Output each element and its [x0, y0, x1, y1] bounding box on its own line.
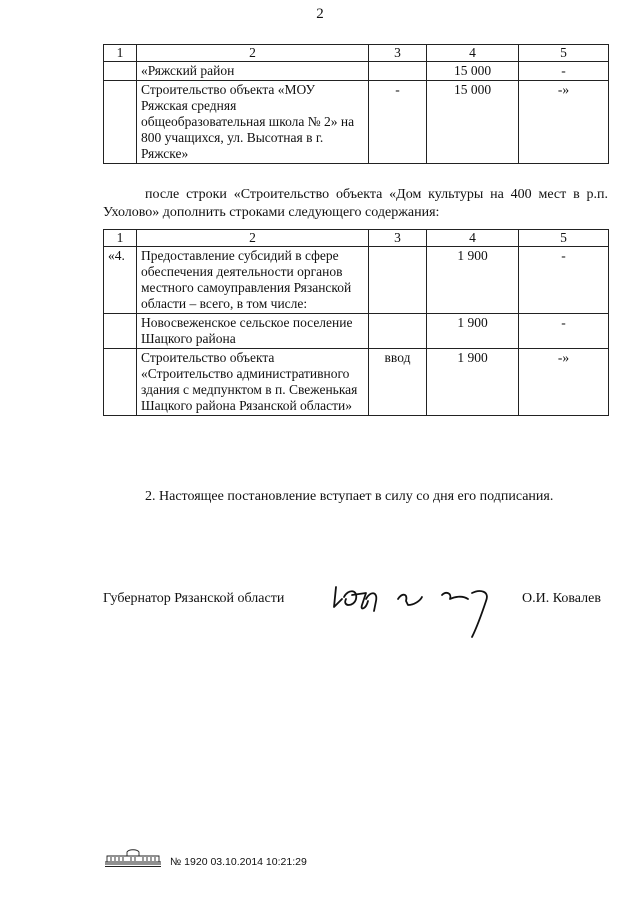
row-col5-cell: -	[519, 247, 609, 314]
row-col5-cell: -	[519, 62, 609, 81]
row-number-cell	[104, 314, 137, 349]
table-header-row	[104, 230, 609, 247]
row-number-cell: «4.	[104, 247, 137, 314]
page-number: 2	[316, 6, 324, 22]
allocation-table-1	[103, 44, 609, 164]
handwritten-signature	[322, 575, 502, 645]
effective-date-text: 2. Настоящее постановление вступает в силу со дня его подписания.	[145, 489, 554, 504]
row-amount-cell: 1 900	[427, 247, 519, 314]
amendment-paragraph-text: после строки «Строительство объекта «Дом культуры на 400 мест в р.п. Ухолово» дополнить строками следующего содержания:	[103, 187, 608, 220]
amendment-paragraph	[103, 186, 608, 222]
row-col5-cell: -	[519, 314, 609, 349]
row-name-cell: Новосвеженское сельское поселение Шацкого района	[137, 314, 369, 349]
header-cell-3: 3	[369, 230, 427, 247]
government-building-logo-icon	[103, 848, 163, 868]
governor-title: Губернатор Рязанской области	[103, 591, 285, 606]
row-name-cell: «Ряжский район	[137, 62, 369, 81]
row-col3-cell	[369, 314, 427, 349]
header-cell-1: 1	[104, 230, 137, 247]
table-row	[104, 314, 609, 349]
row-col3-cell: -	[369, 81, 427, 164]
row-name-cell: Строительство объекта «МОУ Ряжская средняя общеобразовательная школа № 2» на 800 учащихся, ул. Высотная в г. Ряжске»	[137, 81, 369, 164]
effective-date-paragraph	[103, 488, 608, 506]
row-col5-cell: -»	[519, 81, 609, 164]
row-col3-cell	[369, 62, 427, 81]
allocation-table-2	[103, 229, 609, 416]
header-cell-4: 4	[427, 45, 519, 62]
header-cell-1: 1	[104, 45, 137, 62]
header-cell-4: 4	[427, 230, 519, 247]
registration-stamp: № 1920 03.10.2014 10:21:29	[170, 856, 307, 868]
row-amount-cell: 1 900	[427, 349, 519, 416]
header-cell-5: 5	[519, 230, 609, 247]
row-amount-cell: 1 900	[427, 314, 519, 349]
header-cell-3: 3	[369, 45, 427, 62]
table-header-row	[104, 45, 609, 62]
header-cell-2: 2	[137, 45, 369, 62]
header-cell-2: 2	[137, 230, 369, 247]
table-row	[104, 62, 609, 81]
row-name-cell: Предоставление субсидий в сфере обеспечения деятельности органов местного самоуправления Рязанской области – всего, в том числе:	[137, 247, 369, 314]
row-col5-cell: -»	[519, 349, 609, 416]
row-amount-cell: 15 000	[427, 81, 519, 164]
table-row	[104, 349, 609, 416]
row-amount-cell: 15 000	[427, 62, 519, 81]
governor-name: О.И. Ковалев	[522, 591, 601, 606]
table-row	[104, 81, 609, 164]
row-number-cell	[104, 81, 137, 164]
row-col3-cell	[369, 247, 427, 314]
row-number-cell	[104, 62, 137, 81]
row-number-cell	[104, 349, 137, 416]
row-col3-cell: ввод	[369, 349, 427, 416]
table-row	[104, 247, 609, 314]
row-name-cell: Строительство объекта «Строительство административного здания с медпунктом в п. Свеженькая Шацкого района Рязанской области»	[137, 349, 369, 416]
header-cell-5: 5	[519, 45, 609, 62]
